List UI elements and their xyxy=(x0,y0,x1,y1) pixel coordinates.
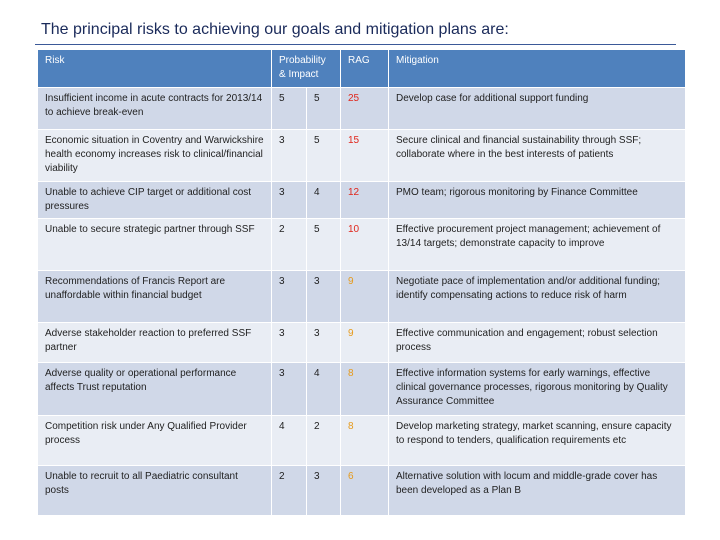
table-row xyxy=(38,416,686,466)
risk-cell: Competition risk under Any Qualified Provider process xyxy=(38,416,272,466)
mitigation-cell: Effective communication and engagement; robust selection process xyxy=(389,323,686,363)
impact-cell: 3 xyxy=(307,323,341,363)
header-mitigation: Mitigation xyxy=(389,50,686,88)
header-rag: RAG xyxy=(341,50,389,88)
probability-cell: 3 xyxy=(272,130,307,182)
probability-cell: 3 xyxy=(272,363,307,416)
rag-cell: 10 xyxy=(341,219,389,271)
impact-cell: 4 xyxy=(307,363,341,416)
impact-cell: 3 xyxy=(307,466,341,516)
risk-table xyxy=(37,49,686,516)
impact-cell: 3 xyxy=(307,271,341,323)
mitigation-cell: Effective information systems for early warnings, effective clinical governance processes, rigorous monitoring by Quality Assurance Committee xyxy=(389,363,686,416)
rag-cell: 15 xyxy=(341,130,389,182)
page-title: The principal risks to achieving our goals and mitigation plans are: xyxy=(41,21,509,38)
table-row xyxy=(38,271,686,323)
mitigation-cell: Negotiate pace of implementation and/or additional funding; identify compensating actions to reduce risk of harm xyxy=(389,271,686,323)
table-header-row xyxy=(38,50,686,88)
rag-cell: 9 xyxy=(341,271,389,323)
mitigation-cell: Secure clinical and financial sustainability through SSF; collaborate where in the best interests of patients xyxy=(389,130,686,182)
rag-cell: 25 xyxy=(341,88,389,130)
impact-cell: 5 xyxy=(307,219,341,271)
probability-cell: 4 xyxy=(272,416,307,466)
impact-cell: 5 xyxy=(307,88,341,130)
table-row xyxy=(38,130,686,182)
probability-cell: 5 xyxy=(272,88,307,130)
mitigation-cell: Develop case for additional support funding xyxy=(389,88,686,130)
rag-cell: 9 xyxy=(341,323,389,363)
mitigation-cell: Alternative solution with locum and middle-grade cover has been developed as a Plan B xyxy=(389,466,686,516)
rag-cell: 8 xyxy=(341,416,389,466)
risk-cell: Unable to recruit to all Paediatric consultant posts xyxy=(38,466,272,516)
risk-cell: Unable to secure strategic partner through SSF xyxy=(38,219,272,271)
probability-cell: 2 xyxy=(272,219,307,271)
rag-cell: 12 xyxy=(341,182,389,219)
table-row xyxy=(38,182,686,219)
impact-cell: 2 xyxy=(307,416,341,466)
risk-cell: Insufficient income in acute contracts for 2013/14 to achieve break-even xyxy=(38,88,272,130)
risk-cell: Adverse quality or operational performance affects Trust reputation xyxy=(38,363,272,416)
impact-cell: 5 xyxy=(307,130,341,182)
mitigation-cell: PMO team; rigorous monitoring by Finance Committee xyxy=(389,182,686,219)
table-row xyxy=(38,323,686,363)
risk-cell: Unable to achieve CIP target or additional cost pressures xyxy=(38,182,272,219)
header-probability-impact: Probability & Impact xyxy=(272,50,341,88)
impact-cell: 4 xyxy=(307,182,341,219)
risk-cell: Economic situation in Coventry and Warwickshire health economy increases risk to clinical/financial viability xyxy=(38,130,272,182)
table-row xyxy=(38,363,686,416)
rag-cell: 6 xyxy=(341,466,389,516)
table-row xyxy=(38,466,686,516)
probability-cell: 3 xyxy=(272,323,307,363)
probability-cell: 3 xyxy=(272,271,307,323)
mitigation-cell: Develop marketing strategy, market scanning, ensure capacity to respond to tenders, qualification requirements etc xyxy=(389,416,686,466)
risk-cell: Recommendations of Francis Report are unaffordable within financial budget xyxy=(38,271,272,323)
probability-cell: 2 xyxy=(272,466,307,516)
header-risk: Risk xyxy=(38,50,272,88)
risk-cell: Adverse stakeholder reaction to preferred SSF partner xyxy=(38,323,272,363)
probability-cell: 3 xyxy=(272,182,307,219)
rag-cell: 8 xyxy=(341,363,389,416)
table-row xyxy=(38,219,686,271)
title-divider xyxy=(35,44,676,45)
mitigation-cell: Effective procurement project management; achievement of 13/14 targets; demonstrate capacity to improve xyxy=(389,219,686,271)
table-row xyxy=(38,88,686,130)
